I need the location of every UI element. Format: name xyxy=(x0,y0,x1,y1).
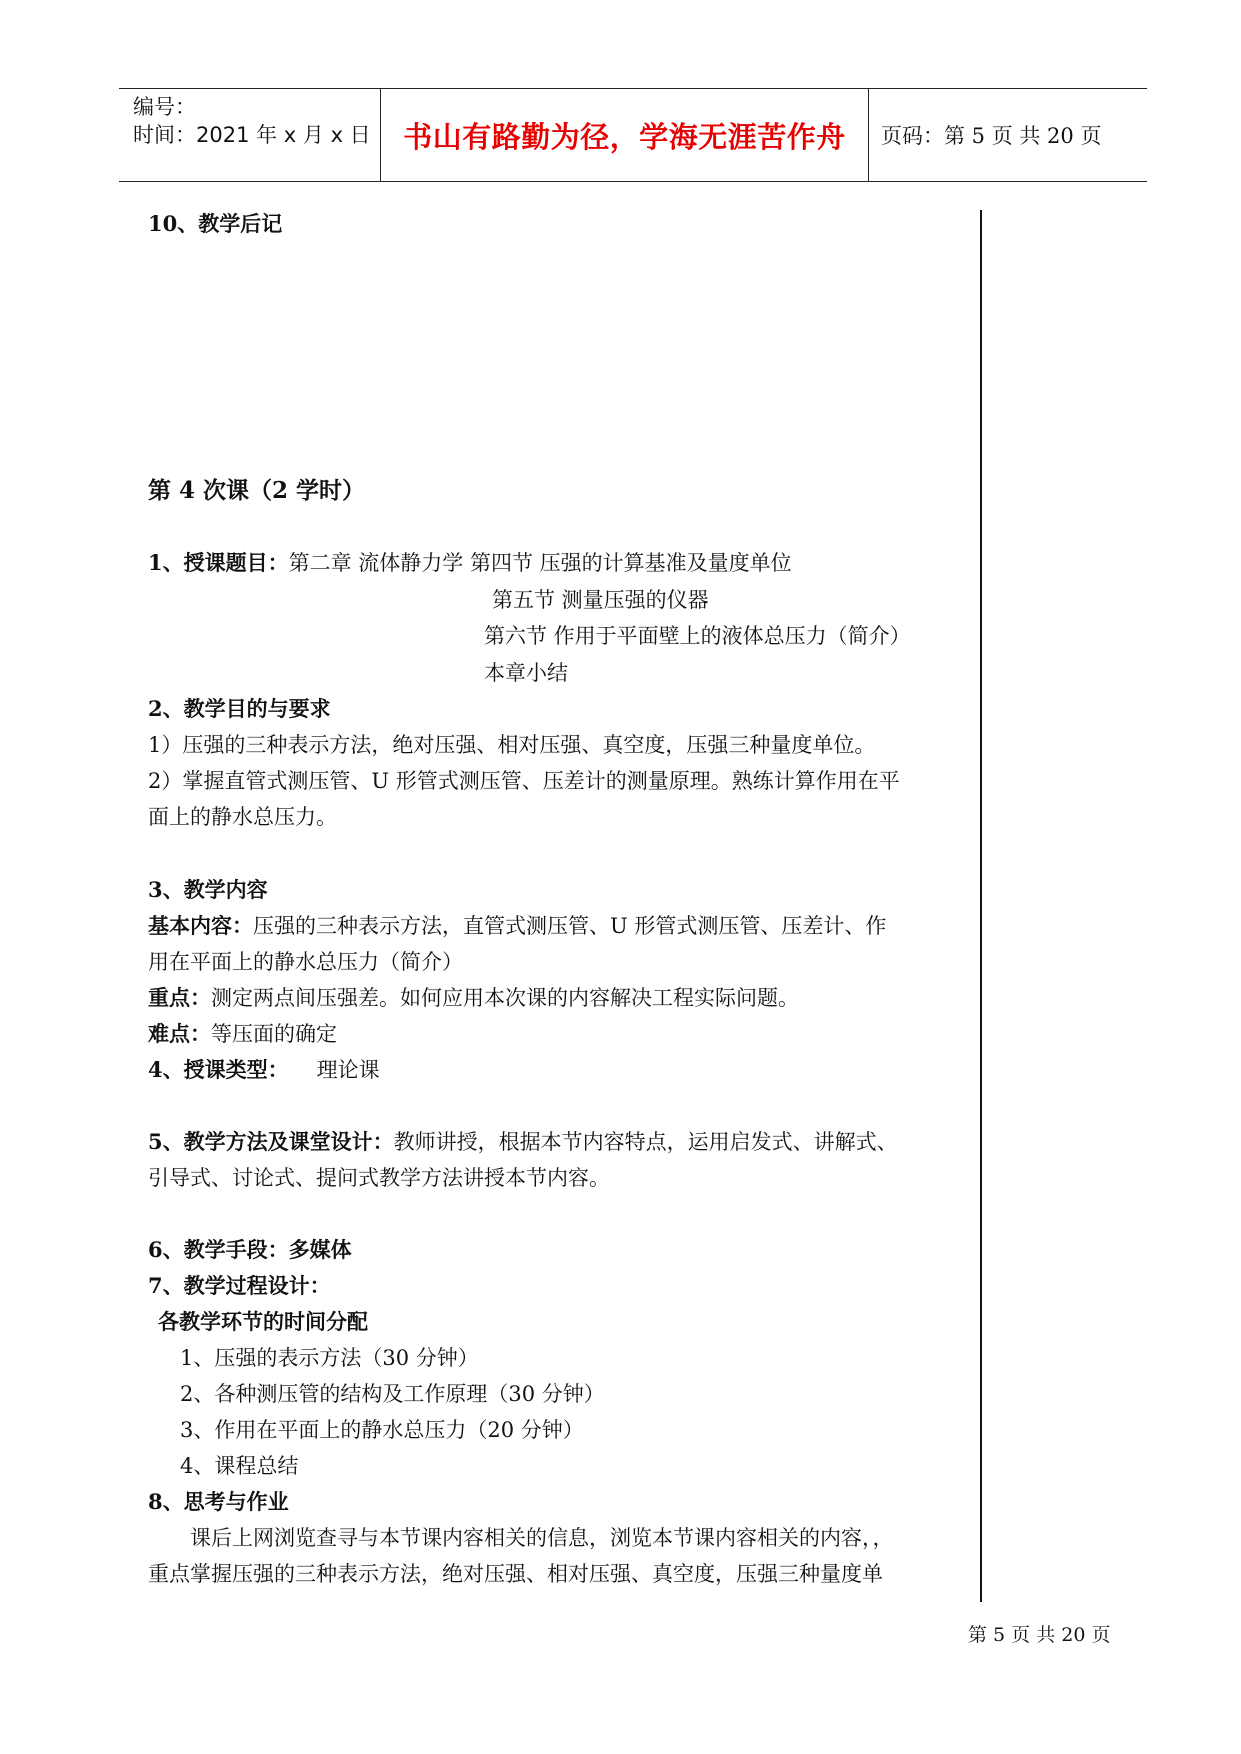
step-3: 3、作用在平面上的静水总压力（20 分钟） xyxy=(180,1418,584,1442)
number-label: 编号： xyxy=(133,95,196,119)
method-b: 引导式、讨论式、提问式教学方法讲授本节内容。 xyxy=(148,1166,610,1190)
section10-title: 10、教学后记 xyxy=(148,211,283,236)
header-table xyxy=(119,88,1147,182)
page-label: 页码：第 5 页 共 20 页 xyxy=(881,124,1102,148)
difficult-point xyxy=(148,1020,337,1048)
goal-1: 1）压强的三种表示方法，绝对压强、相对压强、真空度，压强三种量度单位。 xyxy=(148,733,876,757)
basic-content-a xyxy=(148,912,886,940)
topic-label: 1、授课题目： xyxy=(148,550,289,575)
margin-rule xyxy=(980,210,982,1602)
type-text: 理论课 xyxy=(316,1058,380,1082)
topic-line4: 本章小结 xyxy=(484,661,568,685)
key-label: 重点： xyxy=(148,985,211,1010)
goal-2a: 2）掌握直管式测压管、U 形管式测压管、压差计的测量原理。熟练计算作用在平 xyxy=(148,769,900,793)
topic-line1 xyxy=(148,549,792,577)
method-a xyxy=(148,1128,898,1156)
homework-b: 重点掌握压强的三种表示方法，绝对压强、相对压强、真空度，压强三种量度单 xyxy=(148,1562,883,1586)
page-footer: 第 5 页 共 20 页 xyxy=(968,1624,1111,1646)
time-label: 时间：2021 年 x 月 x 日 xyxy=(133,123,371,147)
goal-2b: 面上的静水总压力。 xyxy=(148,805,337,829)
step-4: 4、课程总结 xyxy=(180,1454,299,1478)
step-1: 1、压强的表示方法（30 分钟） xyxy=(180,1346,479,1370)
method-text-a: 教师讲授，根据本节内容特点，运用启发式、讲解式、 xyxy=(393,1130,898,1154)
type-label: 4、授课类型： xyxy=(148,1057,289,1082)
lesson-type xyxy=(148,1056,380,1084)
basic-content-b: 用在平面上的静水总压力（简介） xyxy=(148,950,463,974)
key-point xyxy=(148,984,799,1012)
difficult-label: 难点： xyxy=(148,1021,211,1046)
teaching-means: 6、教学手段：多媒体 xyxy=(148,1237,352,1262)
homework-title: 8、思考与作业 xyxy=(148,1489,289,1514)
content-title: 3、教学内容 xyxy=(148,877,268,902)
lesson-title: 第 4 次课（2 学时） xyxy=(148,477,366,504)
header-left-cell xyxy=(119,89,381,181)
difficult-text: 等压面的确定 xyxy=(211,1022,337,1046)
time-alloc-title: 各教学环节的时间分配 xyxy=(158,1309,368,1334)
basic-label: 基本内容： xyxy=(148,913,253,938)
topic-line3: 第六节 作用于平面壁上的液体总压力（简介） xyxy=(484,624,911,648)
process-title: 7、教学过程设计： xyxy=(148,1273,331,1298)
goal-title: 2、教学目的与要求 xyxy=(148,696,331,721)
motto: 书山有路勤为径，学海无涯苦作舟 xyxy=(381,89,869,181)
basic-text-a: 压强的三种表示方法，直管式测压管、U 形管式测压管、压差计、作 xyxy=(253,914,887,938)
topic-line2: 第五节 测量压强的仪器 xyxy=(492,588,709,612)
topic-text-1: 第二章 流体静力学 第四节 压强的计算基准及量度单位 xyxy=(288,551,792,575)
step-2: 2、各种测压管的结构及工作原理（30 分钟） xyxy=(180,1382,605,1406)
homework-a: 课后上网浏览查寻与本节课内容相关的信息，浏览本节课内容相关的内容，， xyxy=(190,1526,894,1550)
method-label: 5、教学方法及课堂设计： xyxy=(148,1129,394,1154)
key-text: 测定两点间压强差。如何应用本次课的内容解决工程实际问题。 xyxy=(211,986,799,1010)
